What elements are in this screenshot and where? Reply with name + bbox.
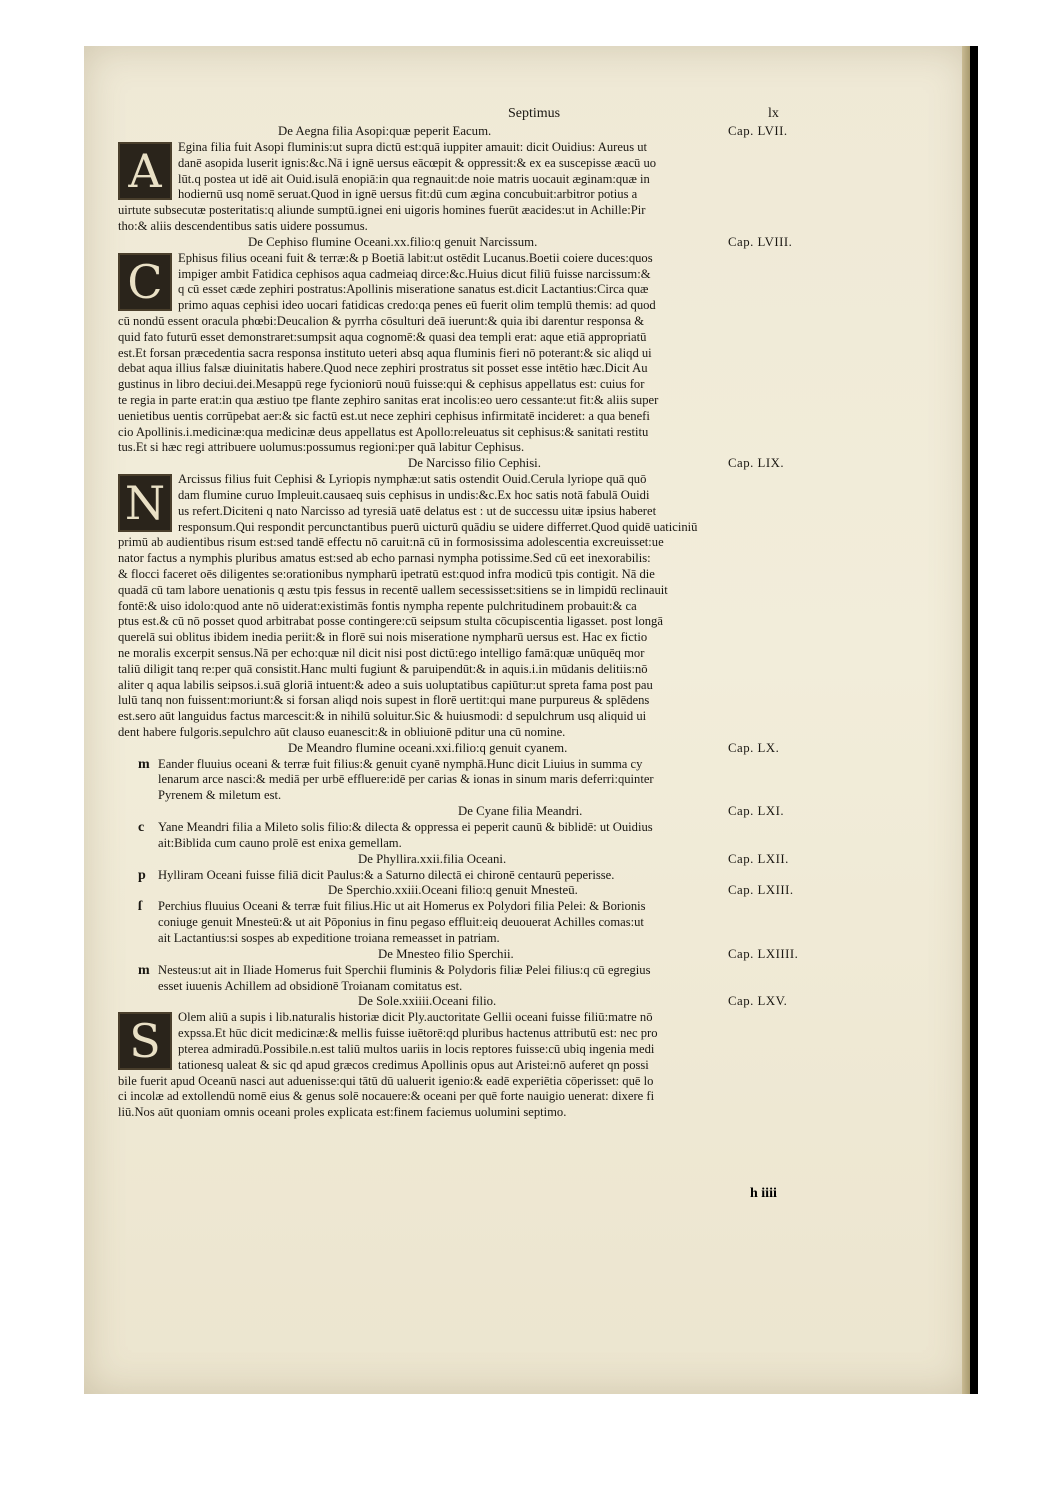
text-line: Egina filia fuit Asopi fluminis:ut supra dictū est:quā iuppiter amauit: dicit Ouidius: Aureus ut: [178, 140, 648, 154]
chapter-heading: [118, 852, 858, 868]
text-line: ait:Biblida cum cauno prolē est enixa gemellam.: [158, 835, 402, 850]
woodcut-initial: [118, 1012, 172, 1070]
text-line: coniuge genuit Mnesteū:& ut ait Pōponius in finu pegaso effluit:eiq deuouerat Achilles comas:ut: [158, 915, 644, 930]
chapter-number: Cap. LVIII.: [728, 234, 793, 249]
chapter-heading: [118, 235, 858, 251]
page-text: [118, 104, 858, 1121]
initial-letter: S: [129, 1014, 161, 1069]
text-line: danē asopida luserit ignis:&c.Nā i ignē uersus eācœpit & oppressit:& ex ea suscepisse æacū uo: [178, 155, 657, 170]
text-line: dent habere fulgoris.sepulchro aūt clauso euanescit:& in obliuionē pditur una cū nomine.: [118, 724, 566, 739]
text-line: dam flumine curuo Impleuit.causaeq suis cephisus in undis:&c.Ex hoc satis notā fabulā Ouidi: [178, 487, 650, 502]
text-line: primū ab audientibus risum est:sed tandē effectu nō caruit:nā cū in formosissima adolescentia excreuisset:ue: [118, 535, 664, 550]
initial-letter: N: [124, 476, 166, 531]
initial-letter: A: [128, 144, 162, 198]
text-line: Pyrenem & miletum est.: [158, 788, 282, 803]
chapter-title: De Aegna filia Asopi:quæ peperit Eacum.: [278, 124, 492, 138]
chapter-number: Cap. LVII.: [728, 124, 788, 138]
chapter-title: De Meandro flumine oceani.xxi.filio:q genuit cyanem.: [288, 740, 568, 755]
text-line: hodiernū usq nomē seruat.Quod in ignē uersus fit:dū cum ægina concubuit:arbitror potius a: [178, 187, 638, 202]
text-line: est.sero aūt languidus factus marcescit:& in nihilū soluitur.Sic & huiusmodi: d sepulchrum usq aliquid ui: [118, 709, 647, 724]
text-line: cio Apollinis.i.medicinæ:qua medicinæ deus appellatus est Apollo:releuatus sit cephisus:& sanitati restitu: [118, 424, 649, 439]
chapter-body: [118, 963, 858, 995]
scanned-page-frame: [84, 46, 978, 1394]
text-line: impiger ambit Fatidica cephisos aqua cadmeiaq dirce:&c.Huius dicut filiū fuisse narcissum:&: [178, 266, 651, 281]
text-line: quadā cū tam labore uenationis q æstu tpis fessus in recentē uallem secessisset:sitiens se in limpidū reclinauit: [118, 582, 668, 597]
chapter-body: [118, 472, 858, 741]
chapter-heading: [118, 994, 858, 1010]
text-line: taliū diligit tanq re:per quā consistit.Hanc multi fugiunt & paruipendūt:& in aquis.i.in mūdanis delitiis:nō: [118, 661, 648, 676]
text-line: esset iuuenis Achillem ad obsidionē Troianam comitatus est.: [158, 978, 463, 993]
chapter-body: [118, 820, 858, 852]
woodcut-initial: [118, 474, 172, 532]
running-head-title: Septimus: [508, 106, 561, 121]
text-line: liū.Nos aūt quoniam omnis oceani proles explicata est:finem faciemus uolumini septimo.: [118, 1105, 567, 1120]
text-line: quid fato futurū esset demonstraret:sumpsit aqua cognomē:& quasi dea templi erat: aque etiā appropriatū: [118, 329, 647, 344]
chapter-title: De Mnesteo filio Sperchii.: [378, 946, 514, 961]
chapter-heading: [118, 741, 858, 757]
text-line: Eander fluuius oceani & terræ fuit filius:& genuit cyanē nymphā.Hunc dicit Liuius in summa cy: [158, 756, 643, 771]
chapter-number: Cap. LXII.: [728, 851, 789, 866]
text-line: querelā sui oblitus ibidem inedia periit:& in florē sui nois miseratione nympharū uersus est. Hac ex fictio: [118, 630, 648, 645]
initial-letter: C: [127, 254, 163, 309]
text-line: Nesteus:ut ait in Iliade Homerus fuit Sperchii fluminis & Polydoris filiæ Pelei filius:q cū egregius: [158, 962, 651, 977]
text-line: q cū esset cæde zephiri postratus:Apollinis miseratione sanatus est.dicit Lactantius:Circa quæ: [178, 282, 649, 297]
text-line: lenarum arce nasci:& mediā per urbē effluere:idē per carias & ionas in sinum maris deferri:quinter: [158, 772, 654, 787]
text-line: responsum.Qui respondit percunctantibus puerū uicturū quādiu se uidere differret.Quod quidē uaticiniū: [178, 519, 698, 534]
text-line: Hylliram Oceani fuisse filiā dicit Paulus:& a Saturno dilectā ei chironē centaurū peperisse.: [158, 867, 615, 882]
text-line: aliter q aqua labilis seipsos.i.suā gloriā intuent:& adeo a suis uoluptatibus capiūtur:ut spreta fama post pau: [118, 677, 653, 692]
text-line: Olem aliū a supis i lib.naturalis historiæ dicit Ply.auctoritate Gellii oceani fuisse filiū:matre nō: [178, 1010, 653, 1025]
chapter-body: [118, 757, 858, 804]
chapter-heading: [118, 883, 858, 899]
text-line: lūt.q postea ut idē ait Ouid.isulā enopiā:in qua regnauit:de noie matris uocauit æginam:quæ in: [178, 171, 650, 186]
signature-mark: h iiii: [750, 1186, 777, 1201]
page-edge: [962, 46, 970, 1394]
chapter-title: De Cyane filia Meandri.: [458, 804, 583, 819]
chapter-body: [118, 251, 858, 456]
text-line: ait Lactantius:si sospes ab expeditione troiana remeasset in patriam.: [158, 931, 500, 946]
chapter-number: Cap. LXIIII.: [728, 946, 799, 961]
folio-number: lx: [768, 106, 779, 121]
chapter-title: De Sperchio.xxiii.Oceani filio:q genuit Mnesteū.: [328, 883, 578, 898]
chapter-body: [118, 140, 858, 235]
chapter-title: De Cephiso flumine Oceani.xx.filio:q genuit Narcissum.: [248, 234, 538, 249]
chapter-number: Cap. LXIII.: [728, 883, 794, 898]
text-line: us refert.Diciteni q nato Narcisso ad tyresiā uatē delatus est : ut de successu uitæ ipsius haberet: [178, 503, 657, 518]
text-line: ci incolæ ad extollendū nomē eius & genus solē nocauere:& oceani per quē forte nauigio uenerat: dixere fi: [118, 1089, 655, 1104]
text-line: ptus est.& cū nō posset quod arbitrabat posse contingere:cū seipsum stulta cōcupiscentia ligasset. post longā: [118, 614, 663, 629]
marginal-guide-letter: p: [138, 867, 146, 883]
text-line: cū nondū essent oracula phœbi:Deucalion & pyrrha cōsulturi deā iuerunt:& quia ibi darentur responsa &: [118, 313, 644, 328]
marginal-guide-letter: m: [138, 962, 150, 978]
marginal-guide-letter: ſ: [138, 899, 142, 915]
chapter-title: De Sole.xxiiii.Oceani filio.: [358, 994, 497, 1009]
chapters-container: [118, 124, 858, 1121]
chapter-body: [118, 1010, 858, 1121]
chapter-number: Cap. LIX.: [728, 456, 785, 471]
text-line: expssa.Et hūc dicit medicinæ:& mellis fuisse iuētorē:qd pluribus hactenus attributū est: nec pro: [178, 1026, 658, 1041]
book-page: [84, 46, 970, 1394]
text-line: est.Et forsan præcedentia sacra responsa instituto ueteri absq aqua fluminis fieri nō poterant:& sic aliqd ui: [118, 345, 652, 360]
text-line: Arcissus filius fuit Cephisi & Lyriopis nymphæ:ut satis ostendit Ouid.Cerula lyriope quā quō: [178, 472, 647, 487]
text-line: Perchius fluuius Oceani & terræ fuit filius.Hic ut ait Homerus ex Polydori filia Pelei: & Borionis: [158, 899, 646, 914]
text-line: te regia in parte erat:in qua æstiuo tpe flante zephiro sanitas erat incolis:eo uero cessante:ut fit:& aliis super: [118, 392, 659, 407]
text-line: primo aquas cephisi ideo uocari fatidicas credo:qa penes eū fuerit olim templū themis: ad quod: [178, 298, 656, 313]
chapter-body: [118, 868, 858, 884]
text-line: ne moralis excerpit sensus.Nā per echo:quæ nil dicit nisi post dictū:ego intelligo famā:quæ unūquēq mor: [118, 645, 645, 660]
woodcut-initial: [118, 142, 172, 200]
chapter-number: Cap. LXV.: [728, 994, 788, 1009]
chapter-heading: [118, 947, 858, 963]
chapter-title: De Narcisso filio Cephisi.: [408, 456, 541, 471]
chapter-body: [118, 899, 858, 946]
text-line: fontē:& uiso idolo:quod ante nō uiderat:existimās fontis nympha repente pulchritudinem probauit:& ca: [118, 598, 637, 613]
text-line: Ephisus filius oceani fuit & terræ:& p Boetiā labit:ut ostēdit Lucanus.Boetii coiere duces:quos: [178, 250, 653, 265]
text-line: gustinus in libro deciui.dei.Mesappū rege fycioniorū nouū fuisse:qui & cephisus appellatus est: cuius for: [118, 377, 645, 392]
chapter-heading: [118, 804, 858, 820]
marginal-guide-letter: m: [138, 756, 150, 772]
text-line: uirtute subsecutæ posteritatis:q aliunde sumptū.ignei eni uigoris homines fuerūt æacides:ut in Achille:Pir: [118, 203, 646, 218]
marginal-guide-letter: c: [138, 820, 145, 836]
text-line: & flocci faceret oēs diligentes se:orationibus nympharū ipetratū est:quod infra modicū tpis contigit. Nā die: [118, 566, 655, 581]
text-line: pterea admiradū.Possibile.n.est taliū multos uariis in locis reptores fuisse:cū ubiq ingenia medi: [178, 1042, 655, 1057]
text-line: Yane Meandri filia a Mileto solis filio:& dilecta & oppressa ei peperit caunū & biblidē: ut Ouidius: [158, 820, 653, 835]
woodcut-initial: [118, 253, 172, 311]
chapter-heading: [118, 456, 858, 472]
text-line: debat aqua illius falsæ diuinitatis habere.Quod nece zephiri prostratus sit posset esse intētio hæc.Dicit Au: [118, 361, 648, 376]
chapter-number: Cap. LX.: [728, 740, 780, 755]
chapter-number: Cap. LXI.: [728, 804, 785, 819]
chapter-title: De Phyllira.xxii.filia Oceani.: [358, 851, 507, 866]
text-line: lulū tanq non fuissent:moriunt:& si forsan aliqd nois supest in florē uertit:qui mane purpureus & splēdens: [118, 693, 650, 708]
text-line: uenietibus uentis corrūpebat aer:& sic factū est.ut nece zephiri cephisus infirmitatē incideret: a qua benefi: [118, 408, 650, 423]
text-line: tationesq ualeat & sic qd apud græcos credimus Apollinis opus aut Aristei:nō auferet qn possi: [178, 1057, 649, 1072]
text-line: tho:& aliis descendentibus satis uidere possumus.: [118, 218, 368, 233]
text-line: bile fuerit apud Oceanū nasci aut aduenisse:qui tātū dū ualuerit igenio:& eadē experiētia cōperisset: quē lo: [118, 1073, 654, 1088]
text-line: tus.Et si hæc regi attribuere uolumus:possumus regioni:per quā labitur Cephisus.: [118, 440, 525, 455]
text-line: nator factus a nymphis pluribus amatus est:sed ab echo parnasi nympha potissime.Sed cū eet inexorabilis:: [118, 551, 651, 566]
chapter-heading: [118, 124, 858, 140]
running-head: [118, 104, 858, 124]
